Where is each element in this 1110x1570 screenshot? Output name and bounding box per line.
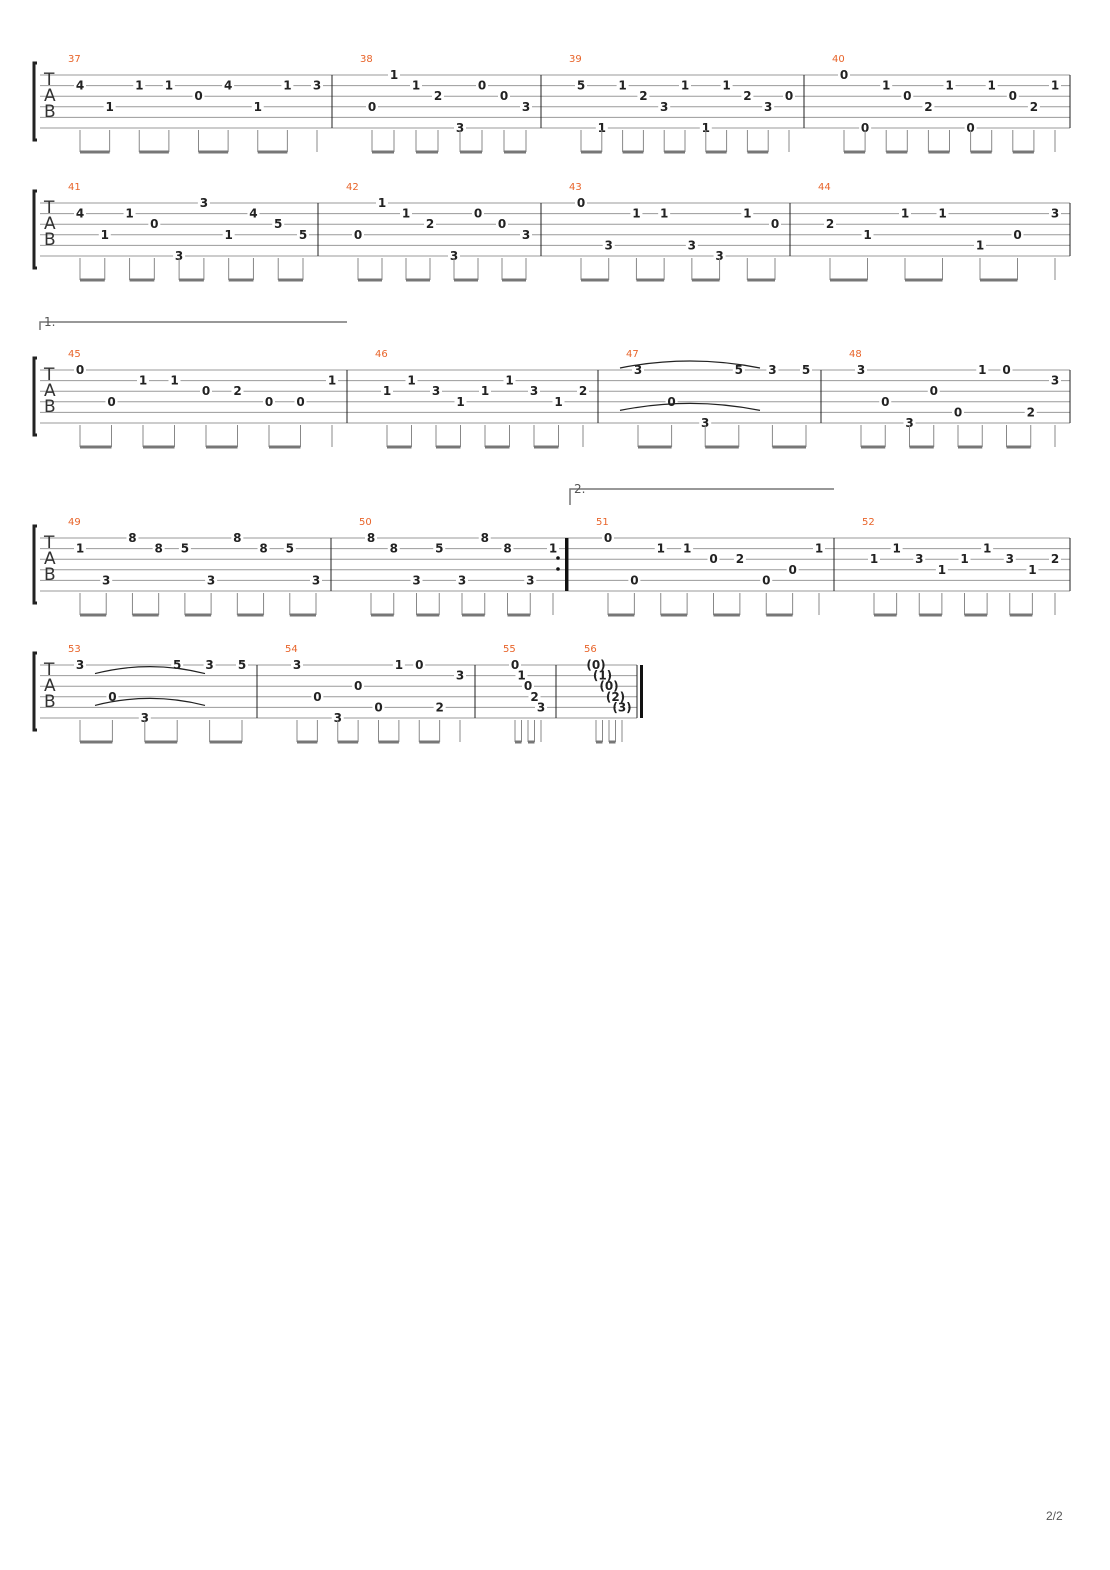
- measure: [569, 182, 781, 280]
- fret-number: 1: [283, 78, 292, 93]
- fret-number: 1: [407, 373, 416, 388]
- fret-number: 3: [529, 384, 539, 399]
- fret-number: 1: [701, 121, 710, 135]
- fret-number: 2: [924, 99, 933, 114]
- fret-number: 2: [743, 89, 752, 104]
- fret-number: 4: [75, 206, 85, 221]
- measure: [68, 644, 248, 742]
- fret-number: 3: [102, 573, 111, 588]
- clef-letter: T: [44, 660, 55, 680]
- fret-number: 1: [882, 78, 891, 93]
- fret-number: 3: [206, 573, 216, 588]
- fret-number: 0: [201, 384, 211, 399]
- fret-number: 0: [630, 573, 639, 588]
- fret-number: 1: [382, 384, 392, 399]
- fret-number: 0: [374, 700, 383, 715]
- fret-number: 8: [503, 541, 512, 556]
- fret-number: 8: [259, 541, 268, 556]
- fret-number: 1: [548, 541, 558, 556]
- measure-number: 37: [68, 54, 81, 65]
- volta-second: [570, 482, 834, 505]
- fret-number: 1: [814, 541, 824, 556]
- measure: [832, 54, 1061, 152]
- measure: [596, 517, 825, 615]
- fret-number: 0: [1013, 227, 1022, 242]
- measure-number: 45: [68, 349, 81, 360]
- fret-number: 2: [639, 89, 648, 104]
- measure: [503, 644, 547, 742]
- volta-first: [40, 315, 347, 330]
- fret-number: 5: [285, 541, 294, 556]
- fret-number: 3: [660, 99, 669, 114]
- fret-number: 1: [680, 78, 690, 93]
- fret-number: 1: [1050, 78, 1060, 93]
- fret-number: 0: [1008, 89, 1017, 104]
- measure-number: 40: [832, 54, 845, 65]
- fret-number: 1: [975, 238, 985, 253]
- fret-number: (0): [586, 658, 606, 672]
- fret-number: 1: [900, 206, 910, 221]
- fret-number: 3: [536, 700, 546, 715]
- clef-letter: T: [44, 70, 55, 90]
- measure: [68, 517, 322, 615]
- repeat-dot: [556, 556, 560, 560]
- fret-number: 5: [801, 363, 811, 377]
- fret-number: 0: [788, 562, 797, 577]
- fret-number: 5: [274, 217, 283, 232]
- clef-letter: A: [44, 676, 56, 696]
- fret-number: 0: [473, 206, 483, 221]
- fret-number: 5: [576, 78, 586, 93]
- fret-number: 4: [223, 78, 233, 93]
- measure: [818, 182, 1061, 280]
- fret-number: 1: [554, 394, 563, 409]
- volta-line: [570, 489, 834, 505]
- fret-number: 1: [597, 121, 606, 135]
- fret-number: 1: [656, 541, 665, 556]
- measure: [626, 349, 812, 447]
- tab-system: [34, 349, 1070, 447]
- fret-number: 1: [224, 227, 233, 242]
- system-bracket: [34, 191, 37, 268]
- fret-number: 0: [313, 689, 322, 704]
- fret-number: (0): [599, 679, 619, 694]
- fret-number: 1: [618, 78, 627, 93]
- fret-number: 1: [164, 78, 174, 93]
- fret-number: 3: [633, 363, 643, 377]
- measure-number: 49: [68, 517, 81, 528]
- measure-number: 38: [360, 54, 373, 65]
- fret-number: 0: [953, 405, 963, 420]
- fret-number: (1): [592, 668, 613, 683]
- fret-number: 0: [107, 394, 116, 409]
- fret-number: 0: [762, 573, 771, 588]
- fret-number: 5: [298, 227, 308, 242]
- fret-number: 3: [521, 227, 531, 242]
- fret-number: 1: [659, 206, 669, 221]
- fret-number: 0: [296, 394, 305, 409]
- measure-number: 50: [359, 517, 372, 528]
- fret-number: 1: [135, 78, 144, 93]
- fret-number: 5: [173, 658, 182, 672]
- fret-number: 2: [530, 689, 539, 704]
- measure-number: 46: [375, 349, 388, 360]
- clef-letter: T: [44, 533, 55, 553]
- fret-number: 1: [100, 227, 109, 242]
- fret-number: 3: [687, 238, 697, 253]
- fret-number: 3: [412, 573, 421, 588]
- fret-number: (2): [605, 689, 626, 704]
- fret-number: 1: [389, 68, 399, 82]
- fret-number: 0: [108, 689, 117, 704]
- measure: [68, 182, 309, 280]
- fret-number: 3: [455, 668, 465, 683]
- fret-number: 3: [701, 416, 710, 430]
- fret-number: 3: [292, 658, 302, 672]
- fret-number: 1: [75, 541, 85, 556]
- fret-number: 3: [174, 249, 184, 263]
- fret-number: 8: [480, 531, 489, 545]
- fret-number: 0: [839, 68, 849, 82]
- slur: [620, 403, 760, 410]
- clef-letter: T: [44, 365, 55, 385]
- measure-number: 56: [584, 644, 597, 655]
- fret-number: 3: [75, 658, 85, 672]
- measure-number: 55: [503, 644, 516, 655]
- volta-label: 2.: [574, 482, 586, 496]
- measure-number: 43: [569, 182, 582, 193]
- fret-number: 1: [938, 206, 947, 221]
- clef-letter: A: [44, 214, 56, 234]
- fret-number: 1: [105, 99, 114, 114]
- fret-number: 0: [194, 89, 203, 104]
- fret-number: 8: [389, 541, 398, 556]
- fret-number: 1: [632, 206, 641, 221]
- fret-number: 1: [743, 206, 752, 221]
- clef-letter: B: [44, 102, 56, 122]
- measure-number: 44: [818, 182, 831, 193]
- repeat-barline: [565, 538, 568, 591]
- fret-number: 0: [353, 227, 363, 242]
- final-barline: [640, 665, 643, 718]
- measure: [346, 182, 532, 280]
- fret-number: 0: [477, 78, 487, 93]
- fret-number: 1: [377, 196, 387, 210]
- measure: [849, 349, 1061, 447]
- fret-number: 3: [905, 416, 914, 430]
- clef-letter: B: [44, 565, 56, 585]
- fret-number: 0: [709, 552, 718, 567]
- fret-number: 0: [881, 394, 890, 409]
- fret-number: 2: [825, 217, 835, 232]
- system-bracket: [34, 653, 37, 730]
- clef-letter: B: [44, 692, 56, 712]
- slur: [95, 667, 205, 674]
- fret-number: 2: [578, 384, 588, 399]
- measure-number: 39: [569, 54, 582, 65]
- measure-number: 47: [626, 349, 639, 360]
- fret-number: 3: [764, 99, 773, 114]
- fret-number: 3: [457, 573, 467, 588]
- system-bracket: [34, 526, 37, 603]
- fret-number: 3: [333, 711, 342, 725]
- fret-number: 1: [411, 78, 421, 93]
- fret-number: 1: [138, 373, 148, 388]
- fret-number: 3: [449, 249, 459, 263]
- tab-system: [34, 517, 1070, 615]
- repeat-dot: [556, 567, 560, 571]
- fret-number: 0: [576, 196, 586, 210]
- fret-number: 0: [770, 217, 780, 232]
- fret-number: 1: [505, 373, 514, 388]
- fret-number: 1: [170, 373, 179, 388]
- clef-letter: A: [44, 86, 56, 106]
- fret-number: 1: [456, 394, 465, 409]
- fret-number: 0: [510, 658, 520, 672]
- tab-system: [34, 54, 1070, 152]
- fret-number: 0: [667, 394, 676, 409]
- fret-number: 1: [401, 206, 411, 221]
- fret-number: 3: [1050, 206, 1060, 221]
- tab-system: [34, 644, 643, 742]
- system-bracket: [34, 63, 37, 140]
- fret-number: 2: [1026, 405, 1035, 420]
- fret-number: 3: [199, 196, 209, 210]
- fret-number: 1: [960, 552, 969, 567]
- page-number: 2/2: [1046, 1509, 1063, 1523]
- fret-number: 0: [523, 679, 533, 694]
- measure-number: 48: [849, 349, 862, 360]
- fret-number: 1: [1028, 562, 1037, 577]
- volta-line: [40, 322, 347, 330]
- fret-number: 3: [312, 78, 322, 93]
- fret-number: 0: [784, 89, 794, 104]
- measure: [862, 517, 1061, 615]
- measure-number: 52: [862, 517, 875, 528]
- fret-number: 1: [517, 668, 526, 683]
- fret-number: 8: [366, 531, 376, 545]
- fret-number: 2: [233, 384, 242, 399]
- fret-number: 1: [863, 227, 872, 242]
- fret-number: 3: [856, 363, 866, 377]
- measure: [569, 54, 795, 152]
- fret-number: 1: [892, 541, 901, 556]
- fret-number: 4: [75, 78, 85, 93]
- fret-number: 1: [480, 384, 490, 399]
- fret-number: 0: [929, 384, 938, 399]
- fret-number: 1: [394, 658, 404, 672]
- fret-number: 3: [455, 121, 465, 135]
- clef-letter: T: [44, 198, 55, 218]
- fret-number: 3: [140, 711, 149, 725]
- fret-number: 3: [604, 238, 613, 253]
- fret-number: 0: [353, 679, 363, 694]
- fret-number: 8: [128, 531, 137, 545]
- volta-label: 1.: [44, 315, 56, 329]
- fret-number: 3: [526, 573, 535, 588]
- measure-number: 54: [285, 644, 298, 655]
- clef-letter: B: [44, 230, 56, 250]
- fret-number: 2: [433, 89, 443, 104]
- fret-number: 2: [425, 217, 435, 232]
- fret-number: 1: [682, 541, 692, 556]
- fret-number: 1: [937, 562, 947, 577]
- fret-number: 4: [249, 206, 258, 221]
- measure: [375, 349, 589, 447]
- fret-number: 5: [734, 363, 743, 377]
- clef-letter: A: [44, 381, 56, 401]
- measure-number: 51: [596, 517, 609, 528]
- system-bracket: [34, 358, 37, 435]
- fret-number: 0: [264, 394, 274, 409]
- fret-number: 2: [435, 700, 444, 715]
- fret-number: 3: [768, 363, 777, 377]
- fret-number: 0: [367, 99, 377, 114]
- measure: [68, 349, 338, 447]
- fret-number: 2: [1029, 99, 1039, 114]
- measure-number: 42: [346, 182, 359, 193]
- measure: [285, 644, 466, 742]
- fret-number: 1: [978, 363, 987, 377]
- fret-number: 1: [945, 78, 954, 93]
- fret-number: 0: [603, 531, 613, 545]
- fret-number: 5: [180, 541, 190, 556]
- fret-number: 0: [497, 217, 507, 232]
- fret-number: 0: [415, 658, 424, 672]
- fret-number: 0: [966, 121, 975, 135]
- fret-number: 8: [154, 541, 163, 556]
- measure-number: 41: [68, 182, 81, 193]
- fret-number: 0: [75, 363, 85, 377]
- fret-number: 2: [1050, 552, 1060, 567]
- fret-number: 3: [205, 658, 214, 672]
- measure: [584, 644, 632, 742]
- measure: [359, 517, 559, 615]
- fret-number: 5: [435, 541, 444, 556]
- fret-number: 1: [987, 78, 996, 93]
- tab-system: [34, 182, 1070, 280]
- fret-number: 1: [125, 206, 134, 221]
- fret-number: 5: [237, 658, 247, 672]
- fret-number: 3: [715, 249, 724, 263]
- fret-number: 3: [1005, 552, 1014, 567]
- fret-number: 1: [253, 99, 262, 114]
- fret-number: 1: [327, 373, 337, 388]
- clef-letter: A: [44, 549, 56, 569]
- fret-number: 1: [869, 552, 879, 567]
- measure-number: 53: [68, 644, 81, 655]
- fret-number: 2: [735, 552, 745, 567]
- measure: [68, 54, 323, 152]
- fret-number: 3: [311, 573, 321, 588]
- fret-number: 3: [521, 99, 531, 114]
- fret-number: (3): [612, 700, 632, 715]
- fret-number: 1: [982, 541, 992, 556]
- fret-number: 0: [499, 89, 509, 104]
- fret-number: 0: [1002, 363, 1011, 377]
- clef-letter: B: [44, 397, 56, 417]
- fret-number: 3: [1050, 373, 1060, 388]
- fret-number: 0: [903, 89, 912, 104]
- fret-number: 0: [150, 217, 159, 232]
- measure: [360, 54, 532, 152]
- fret-number: 3: [915, 552, 924, 567]
- fret-number: 1: [722, 78, 731, 93]
- fret-number: 3: [431, 384, 441, 399]
- fret-number: 8: [233, 531, 242, 545]
- fret-number: 0: [860, 121, 870, 135]
